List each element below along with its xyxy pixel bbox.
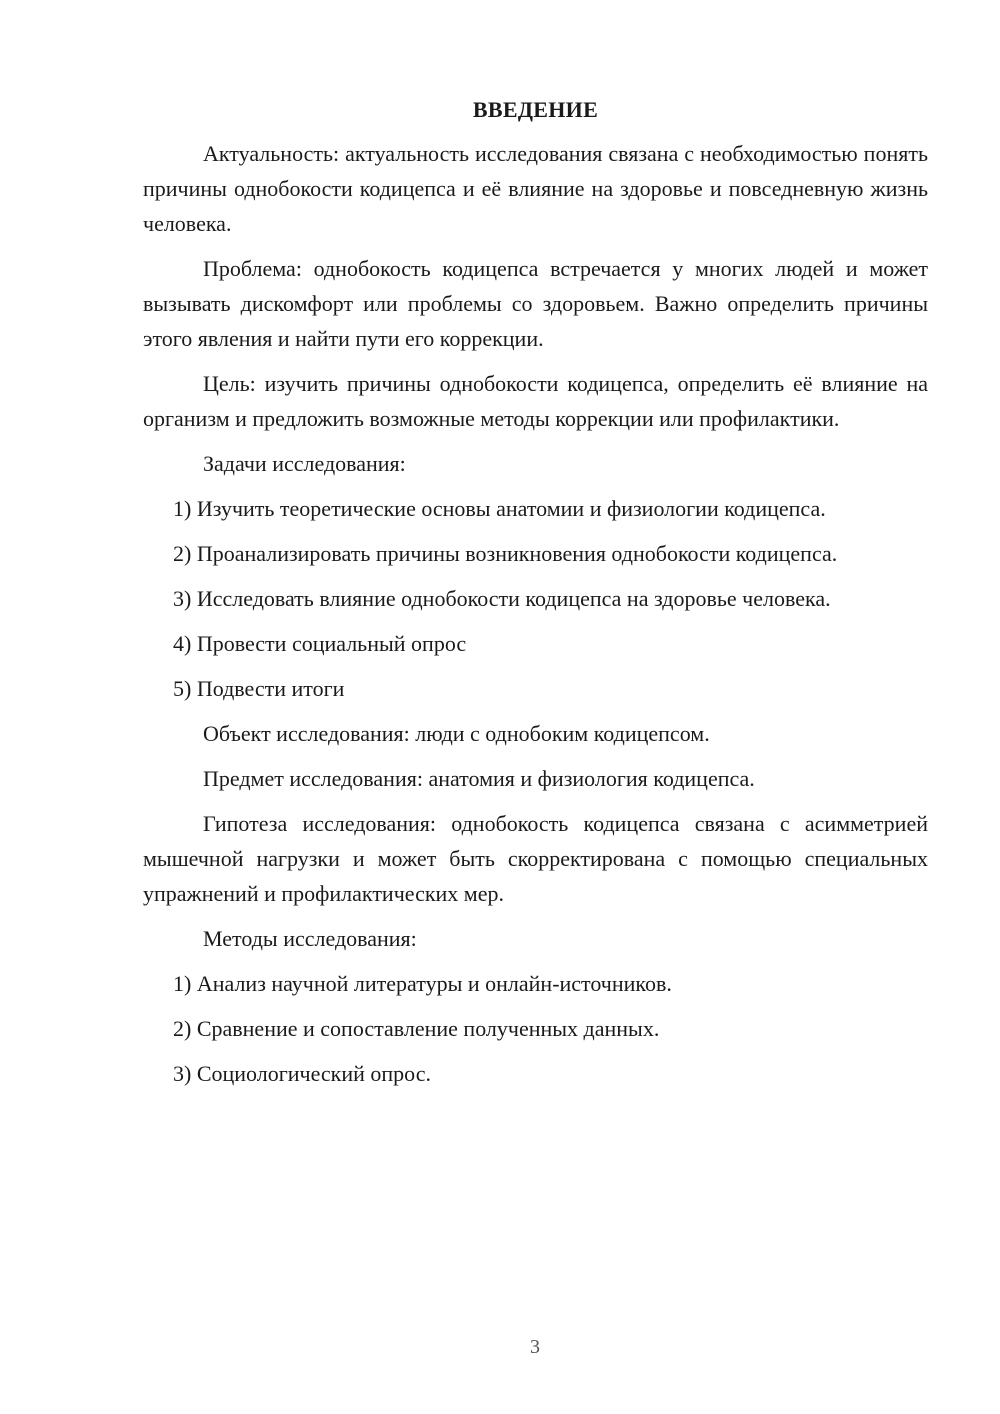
page-title: ВВЕДЕНИЕ	[472, 97, 599, 122]
tasks-heading: Задачи исследования:	[203, 451, 406, 476]
subject-paragraph: Предмет исследования: анатомия и физиология кодицепса.	[203, 766, 755, 791]
method-item-1: 1) Анализ научной литературы и онлайн-источников.	[173, 971, 672, 996]
method-item-2: 2) Сравнение и сопоставление полученных данных.	[173, 1016, 660, 1041]
relevance-paragraph: Актуальность: актуальность исследования связана с необходимостью понять причины однобокости кодицепса и её влияние на здоровье и повседневную жизнь человека.	[143, 141, 928, 236]
problem-paragraph: Проблема: однобокость кодицепса встречается у многих людей и может вызывать дискомфорт или проблемы со здоровьем. Важно определить причины этого явления и найти пути его коррекции.	[143, 256, 928, 351]
task-item-2: 2) Проанализировать причины возникновения однобокости кодицепса.	[173, 541, 838, 566]
methods-heading: Методы исследования:	[203, 926, 417, 951]
document-page	[143, 92, 928, 1101]
task-item-3: 3) Исследовать влияние однобокости кодицепса на здоровье человека.	[173, 586, 831, 611]
task-item-1: 1) Изучить теоретические основы анатомии и физиологии кодицепса.	[173, 496, 826, 521]
goal-paragraph: Цель: изучить причины однобокости кодицепса, определить её влияние на организм и предложить возможные методы коррекции или профилактики.	[143, 371, 928, 431]
hypothesis-paragraph: Гипотеза исследования: однобокость кодицепса связана с асимметрией мышечной нагрузки и может быть скорректирована с помощью специальных упражнений и профилактических мер.	[143, 811, 928, 906]
task-item-5: 5) Подвести итоги	[173, 676, 345, 701]
task-item-4: 4) Провести социальный опрос	[173, 631, 467, 656]
page-number: 3	[530, 1336, 540, 1358]
object-paragraph: Объект исследования: люди с однобоким кодицепсом.	[203, 721, 710, 746]
method-item-3: 3) Социологический опрос.	[173, 1061, 431, 1086]
